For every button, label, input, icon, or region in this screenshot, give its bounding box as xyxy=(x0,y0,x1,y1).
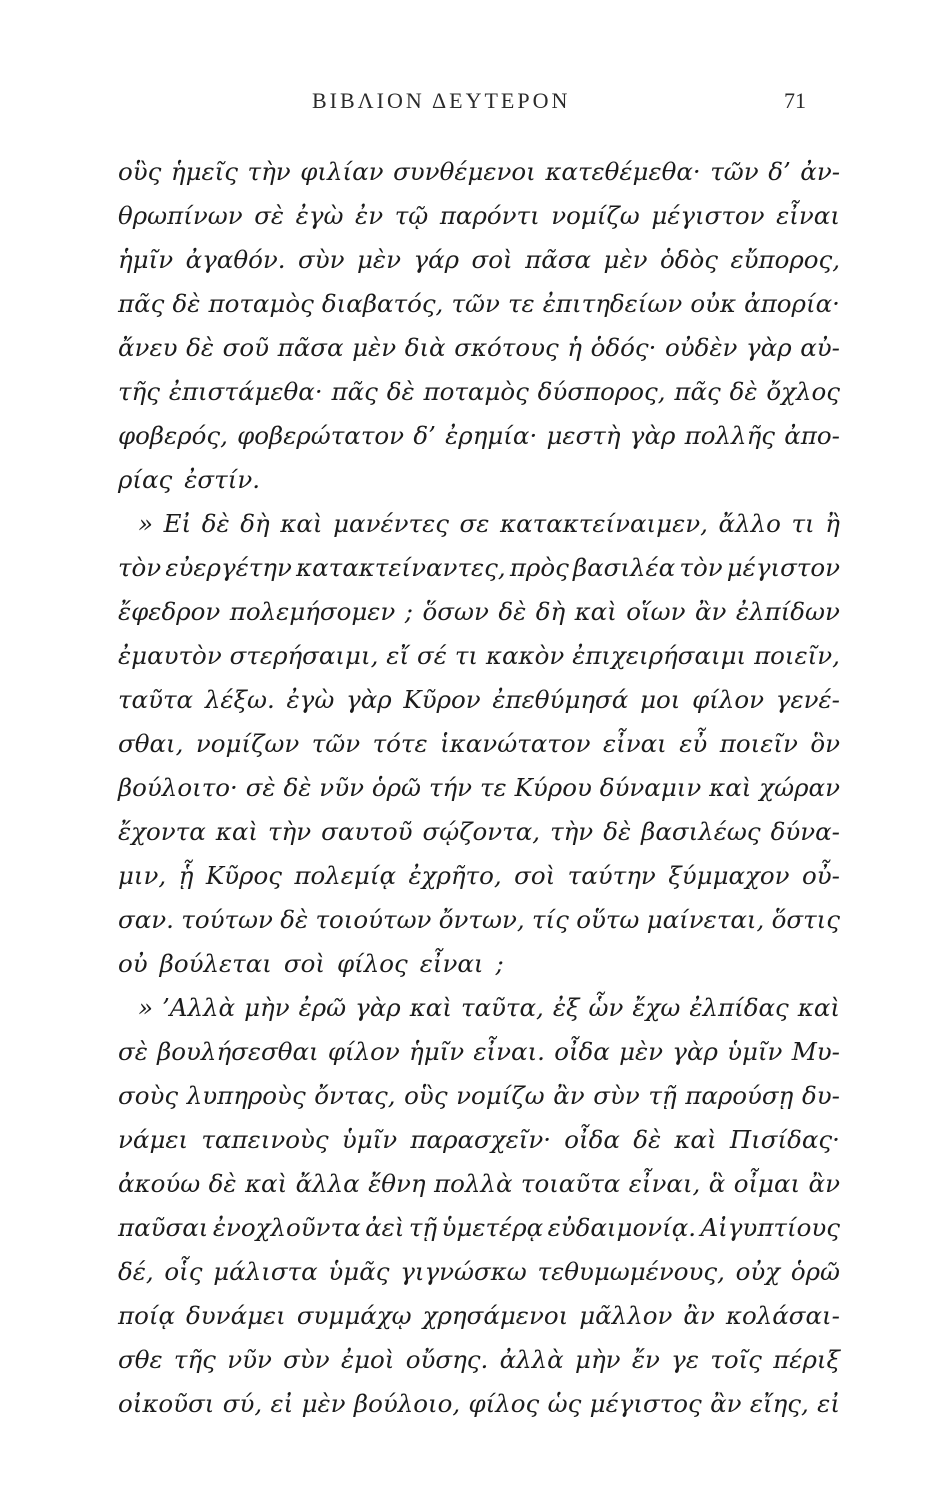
text-word: μιν, xyxy=(118,861,167,890)
text-word: πρὸς xyxy=(509,553,569,582)
text-word: ρίας xyxy=(118,465,173,494)
text-word: ἐξ xyxy=(552,993,580,1022)
text-word: ἡμῖν xyxy=(118,245,174,274)
text-word: πολλῆς xyxy=(684,421,775,450)
text-word: μὲν xyxy=(352,333,397,362)
text-word: σοὶ xyxy=(471,245,513,274)
text-word: ὧν xyxy=(588,993,624,1022)
text-word: ὅσων xyxy=(422,597,489,626)
text-word: πολλὰ xyxy=(434,1169,513,1198)
text-word: γὰρ xyxy=(355,993,401,1022)
text-word: γάρ xyxy=(413,245,460,274)
text-word: μανέντες xyxy=(333,509,449,538)
text-line xyxy=(118,1338,840,1382)
text-word: ἐπιστάμεθα· xyxy=(168,377,323,406)
text-word: ἐλπίδας xyxy=(689,993,789,1022)
text-word: λυπηροὺς xyxy=(186,1081,306,1110)
text-word: χρησάμενοι xyxy=(422,1301,569,1330)
text-word: ἡμεῖς xyxy=(170,157,238,186)
text-word: τῆς xyxy=(118,377,160,406)
text-word: δὲ xyxy=(729,377,758,406)
text-word: μάλιστα xyxy=(213,1257,318,1286)
text-word: παρασχεῖν· xyxy=(410,1125,552,1154)
text-word: τῇ xyxy=(648,1081,677,1110)
text-word: γε xyxy=(671,1345,699,1374)
text-word: νομίζων xyxy=(195,729,300,758)
body-text xyxy=(118,150,840,1426)
text-word: ξύμμαχον xyxy=(668,861,790,890)
text-word: σκότους xyxy=(454,333,559,362)
text-word: γιγνώσκω xyxy=(400,1257,527,1286)
text-word: λέξω. xyxy=(204,685,275,714)
text-word: δὲ xyxy=(280,905,309,934)
text-word: ἡμῖν xyxy=(409,1037,465,1066)
text-word: δύσπορος, xyxy=(537,377,666,406)
text-word: ἐρημία· xyxy=(445,421,538,450)
text-word: ; xyxy=(404,597,414,626)
text-word: τε xyxy=(479,773,507,802)
text-word: ἀπορία· xyxy=(744,289,840,318)
text-word: ἐλπίδων xyxy=(735,597,840,626)
text-word: ταπεινοὺς xyxy=(201,1125,329,1154)
text-word: ποίᾳ xyxy=(118,1301,176,1330)
text-word: καὶ xyxy=(244,1169,288,1198)
text-line xyxy=(118,942,840,986)
text-word: γὰρ xyxy=(672,1037,718,1066)
text-word: μὲν xyxy=(603,245,648,274)
text-word: τῆς xyxy=(173,1345,216,1374)
text-word: οὐκ xyxy=(690,289,737,318)
text-word: σὲ xyxy=(245,773,276,802)
text-word: μαίνεται, xyxy=(646,905,765,934)
text-word: Εἰ xyxy=(163,509,192,538)
text-word: εἰ xyxy=(270,1389,294,1418)
text-word: βουλήσεσθαι xyxy=(157,1037,319,1066)
text-line xyxy=(118,678,840,722)
text-word: μεστὴ xyxy=(546,421,621,450)
text-word: οὐδὲν xyxy=(664,333,738,362)
text-line xyxy=(118,854,840,898)
running-head xyxy=(0,88,933,128)
text-line xyxy=(118,722,840,766)
text-word: τι xyxy=(454,641,478,670)
text-word: ἔχω xyxy=(632,993,681,1022)
text-word: νῦν xyxy=(319,773,364,802)
text-word: γενέ- xyxy=(775,685,840,714)
text-word: ὁρῶ xyxy=(371,773,422,802)
text-word: δὲ xyxy=(633,1125,662,1154)
text-word: πᾶς xyxy=(118,289,165,318)
text-line xyxy=(118,1074,840,1118)
text-word: χώραν xyxy=(759,773,840,802)
text-word: ἐγὼ xyxy=(286,685,335,714)
text-word: τὴν xyxy=(247,157,291,186)
text-word: εἶναι xyxy=(776,201,840,230)
text-word: σὲ xyxy=(118,1037,148,1066)
text-word: μὲν xyxy=(301,1389,346,1418)
text-line xyxy=(118,282,840,326)
text-word: τοῖς xyxy=(710,1345,762,1374)
text-word: ἀκούω xyxy=(118,1169,201,1198)
text-word: δύνα- xyxy=(770,817,840,846)
text-word: δυ- xyxy=(801,1081,840,1110)
text-word: σαυτοῦ xyxy=(321,817,413,846)
text-word: συνθέμενοι xyxy=(393,157,536,186)
text-word: δὴ xyxy=(240,509,270,538)
text-word: » xyxy=(138,993,153,1022)
text-word: ποιεῖν xyxy=(719,729,798,758)
text-word: σθε xyxy=(118,1345,163,1374)
text-line xyxy=(118,634,840,678)
text-word: τῇ xyxy=(408,1213,438,1242)
text-word: κατακτείναιμεν, xyxy=(500,509,708,538)
text-word: τεθυμωμένους, xyxy=(537,1257,725,1286)
text-word: ἐμαυτὸν xyxy=(118,641,222,670)
text-word: ἐνοχλοῦντα xyxy=(212,1213,361,1242)
text-word: μέγιστον xyxy=(726,553,840,582)
text-word: παρόντι xyxy=(439,201,540,230)
text-word: ἂν xyxy=(553,1081,585,1110)
text-word: τήν xyxy=(428,773,473,802)
text-word: ὁδὸς xyxy=(659,245,718,274)
text-word: ἔθνη xyxy=(368,1169,426,1198)
text-line xyxy=(118,1162,840,1206)
text-word: καὶ xyxy=(674,1125,717,1154)
text-word: ἐπεθύμησά xyxy=(492,685,629,714)
text-word: ἀπο- xyxy=(784,421,840,450)
text-word: ἐπιχειρήσαιμι xyxy=(572,641,747,670)
text-word: ὄχλος xyxy=(766,377,840,406)
text-word: ᾗ xyxy=(178,861,194,890)
text-word: μέγιστος xyxy=(589,1389,702,1418)
text-word: βούλοιο, xyxy=(353,1389,461,1418)
text-word: τῷ xyxy=(394,201,429,230)
text-word: ἃ xyxy=(708,1169,726,1198)
text-word: Κῦρον xyxy=(403,685,481,714)
text-word: καὶ xyxy=(574,597,617,626)
text-line xyxy=(118,194,840,238)
text-word: ταῦτα xyxy=(118,685,194,714)
text-word: ἐχρῆτο, xyxy=(408,861,502,890)
text-word: σὲ xyxy=(254,201,285,230)
text-word: δὲ xyxy=(208,1169,237,1198)
text-word: πέριξ xyxy=(773,1345,840,1374)
text-word: τῶν xyxy=(311,729,361,758)
text-word: εὐεργέτην xyxy=(165,553,292,582)
text-line xyxy=(118,414,840,458)
text-line xyxy=(118,458,840,502)
text-word: διὰ xyxy=(404,333,446,362)
text-word: τοιούτων xyxy=(315,905,432,934)
text-word: βούλεται xyxy=(159,949,272,978)
text-word: ἐν xyxy=(355,201,384,230)
text-word: » xyxy=(138,509,153,538)
text-word: δ’ xyxy=(413,421,436,450)
text-word: οἶδα xyxy=(554,1037,610,1066)
text-line xyxy=(118,590,840,634)
text-word: οὖ- xyxy=(802,861,840,890)
text-word: γὰρ xyxy=(629,421,676,450)
text-word: οἵων xyxy=(626,597,686,626)
text-word: σὺν xyxy=(593,1081,640,1110)
text-word: ἄλλα xyxy=(295,1169,360,1198)
text-word: δ’ xyxy=(768,157,791,186)
text-word: σέ xyxy=(417,641,447,670)
running-title: ΒΙΒΛΙΟΝ ΔΕΥΤΕΡΟΝ xyxy=(312,88,571,113)
text-word: ὁρῶ xyxy=(790,1257,840,1286)
text-word: εἰ xyxy=(817,1389,840,1418)
text-word: καὶ xyxy=(280,509,323,538)
text-word: οὓς xyxy=(118,157,162,186)
text-word: δέ, xyxy=(118,1257,154,1286)
text-word: σύ, xyxy=(222,1389,263,1418)
text-word: Αἰγυπτίους xyxy=(700,1213,840,1242)
text-word: παρούσῃ xyxy=(685,1081,794,1110)
text-word: οὓς xyxy=(404,1081,448,1110)
text-line xyxy=(118,502,840,546)
text-word: γὰρ xyxy=(346,685,392,714)
text-word: ἐρῶ xyxy=(298,993,347,1022)
text-word: οὔσης. xyxy=(405,1345,489,1374)
text-word: φιλίαν xyxy=(300,157,384,186)
text-word: καὶ xyxy=(709,773,752,802)
text-word: ταύτην xyxy=(567,861,656,890)
text-word: καὶ xyxy=(409,993,452,1022)
text-line xyxy=(118,1030,840,1074)
text-word: μέγιστον xyxy=(651,201,765,230)
text-line xyxy=(118,546,840,590)
text-word: ἐστίν. xyxy=(184,465,260,494)
text-word: πολεμήσομεν xyxy=(229,597,396,626)
text-word: φίλος xyxy=(336,949,408,978)
text-word: Κύρου xyxy=(514,773,592,802)
text-word: σαν. xyxy=(118,905,174,934)
text-word: εὖ xyxy=(679,729,708,758)
text-word: τὴν xyxy=(550,817,594,846)
text-word: φίλον xyxy=(327,1037,400,1066)
text-line xyxy=(118,810,840,854)
text-word: τὴν xyxy=(268,817,312,846)
text-word: μὴν xyxy=(575,1345,621,1374)
text-word: ἔν xyxy=(631,1345,660,1374)
text-word: δὲ xyxy=(386,377,415,406)
text-word: ὡς xyxy=(547,1389,582,1418)
text-word: νομίζω xyxy=(456,1081,545,1110)
text-word: οὐ xyxy=(118,949,148,978)
text-line xyxy=(118,1206,840,1250)
text-word: ὑμᾶς xyxy=(328,1257,390,1286)
text-word: τῶν xyxy=(710,157,759,186)
text-word: δὴ xyxy=(535,597,566,626)
text-word: σὺν xyxy=(283,1345,330,1374)
text-word: τὸν xyxy=(118,553,162,582)
text-word: οἷς xyxy=(164,1257,203,1286)
text-line xyxy=(118,238,840,282)
text-word: πᾶσα xyxy=(525,245,592,274)
text-word: οἶμαι xyxy=(733,1169,801,1198)
text-word: δύναμιν xyxy=(599,773,702,802)
text-word: σθαι, xyxy=(118,729,184,758)
text-word: δὲ xyxy=(603,817,632,846)
text-line xyxy=(118,1118,840,1162)
text-word: Κῦρος xyxy=(205,861,282,890)
text-line xyxy=(118,1382,840,1426)
text-word: ἐπιτηδείων xyxy=(542,289,683,318)
text-word: κατεθέμεθα· xyxy=(545,157,701,186)
text-word: ἐγὼ xyxy=(295,201,344,230)
text-word: τότε xyxy=(372,729,428,758)
text-word: τούτων xyxy=(181,905,273,934)
text-word: φοβερός, xyxy=(118,421,228,450)
text-word: οἶδα xyxy=(564,1125,620,1154)
text-word: δυνάμει xyxy=(186,1301,286,1330)
text-word: μὴν xyxy=(244,993,290,1022)
text-word: βασιλέως xyxy=(641,817,761,846)
text-word: εἴ xyxy=(386,641,410,670)
text-word: οὐχ xyxy=(735,1257,781,1286)
text-word: φίλον xyxy=(692,685,765,714)
text-word: εἶναι xyxy=(419,949,484,978)
page-number: 71 xyxy=(784,88,806,113)
text-word: ; xyxy=(495,949,504,978)
text-word: ἔφεδρον xyxy=(118,597,221,626)
text-word: ποταμὸς xyxy=(208,289,314,318)
text-word: Μυ- xyxy=(791,1037,840,1066)
text-word: ὑμετέρᾳ xyxy=(441,1213,544,1242)
text-word: δὲ xyxy=(283,773,312,802)
text-word: πᾶς xyxy=(331,377,378,406)
text-word: σὺν xyxy=(298,245,345,274)
text-word: εὔπορος, xyxy=(730,245,840,274)
text-word: ἱκανώτατον xyxy=(440,729,591,758)
text-word: κολάσαι- xyxy=(725,1301,840,1330)
text-word: ἂν xyxy=(683,1301,715,1330)
text-word: εἶναι. xyxy=(473,1037,545,1066)
text-word: ’Αλλὰ xyxy=(162,993,236,1022)
text-word: παῦσαι xyxy=(118,1213,209,1242)
text-word: βούλοιτο· xyxy=(118,773,238,802)
text-word: ἔχοντα xyxy=(118,817,206,846)
text-word: γὰρ xyxy=(746,333,792,362)
text-word: νάμει xyxy=(118,1125,189,1154)
text-word: κακὸν xyxy=(485,641,565,670)
text-word: δὲ xyxy=(172,289,201,318)
text-word: τῶν xyxy=(451,289,500,318)
text-word: νομίζω xyxy=(551,201,640,230)
text-word: δὲ xyxy=(186,333,214,362)
text-word: ἀεὶ xyxy=(365,1213,405,1242)
text-word: ἢ xyxy=(825,509,840,538)
text-word: δὲ xyxy=(498,597,527,626)
text-word: ὅστις xyxy=(771,905,840,934)
text-word: τι xyxy=(791,509,815,538)
text-word: εἶναι, xyxy=(628,1169,701,1198)
text-word: πᾶσα xyxy=(277,333,344,362)
text-word: ὄντας, xyxy=(314,1081,396,1110)
text-word: συμμάχῳ xyxy=(296,1301,412,1330)
text-word: ἂν xyxy=(710,1389,742,1418)
text-word: ἄνευ xyxy=(118,333,178,362)
text-word: ὄντων, xyxy=(438,905,525,934)
text-word: ποιεῖν, xyxy=(754,641,840,670)
text-word: σοὶ xyxy=(283,949,325,978)
text-line xyxy=(118,766,840,810)
text-word: μοι xyxy=(640,685,681,714)
text-word: μὲν xyxy=(619,1037,664,1066)
text-word: ἐμοὶ xyxy=(340,1345,395,1374)
text-word: φοβερώτατον xyxy=(237,421,405,450)
text-word: μᾶλλον xyxy=(579,1301,673,1330)
text-word: ὃν xyxy=(810,729,840,758)
text-word: ἄλλο xyxy=(718,509,781,538)
text-word: ὑμῖν xyxy=(341,1125,398,1154)
text-word: ὑμῖν xyxy=(727,1037,783,1066)
text-word: εἴης, xyxy=(749,1389,809,1418)
text-word: φίλος xyxy=(468,1389,540,1418)
text-word: τοιαῦτα xyxy=(520,1169,621,1198)
text-word: καὶ xyxy=(215,817,258,846)
text-word: μὲν xyxy=(357,245,401,274)
text-word: οὕτω xyxy=(576,905,640,934)
text-word: θρωπίνων xyxy=(118,201,243,230)
text-word: εἶναι xyxy=(602,729,667,758)
text-line xyxy=(118,1294,840,1338)
text-word: νῦν xyxy=(227,1345,272,1374)
text-word: ἂν xyxy=(695,597,727,626)
text-word: οἰκοῦσι xyxy=(118,1389,215,1418)
text-word: ποταμὸς xyxy=(423,377,529,406)
text-word: σοὺς xyxy=(118,1081,179,1110)
text-word: ἀλλὰ xyxy=(499,1345,564,1374)
text-word: τὸν xyxy=(679,553,723,582)
text-word: διαβατός, xyxy=(321,289,444,318)
text-line xyxy=(118,150,840,194)
text-word: δὲ xyxy=(201,509,230,538)
text-word: ἀγαθόν. xyxy=(185,245,286,274)
text-word: ὁδός· xyxy=(590,333,657,362)
text-word: κατακτείναντες, xyxy=(296,553,506,582)
text-word: εὐδαιμονίᾳ. xyxy=(547,1213,697,1242)
text-line xyxy=(118,370,840,414)
text-word: ταῦτα, xyxy=(460,993,544,1022)
text-word: καὶ xyxy=(797,993,840,1022)
text-word: βασιλέα xyxy=(572,553,676,582)
text-line xyxy=(118,326,840,370)
text-word: σοῦ xyxy=(222,333,269,362)
text-word: τε xyxy=(507,289,535,318)
text-word: ἀν- xyxy=(800,157,840,186)
text-word: τίς xyxy=(531,905,569,934)
text-word: πολεμίᾳ xyxy=(294,861,396,890)
text-word: σε xyxy=(459,509,490,538)
text-line xyxy=(118,898,840,942)
text-word: στερήσαιμι, xyxy=(229,641,379,670)
text-word: σῴζοντα, xyxy=(422,817,541,846)
text-line xyxy=(118,1250,840,1294)
text-word: Πισίδας· xyxy=(729,1125,840,1154)
text-word: πᾶς xyxy=(674,377,721,406)
text-word: σοὶ xyxy=(514,861,556,890)
text-word: ἡ xyxy=(567,333,582,362)
text-line xyxy=(118,986,840,1030)
text-word: ἂν xyxy=(808,1169,840,1198)
text-word: αὐ- xyxy=(800,333,840,362)
